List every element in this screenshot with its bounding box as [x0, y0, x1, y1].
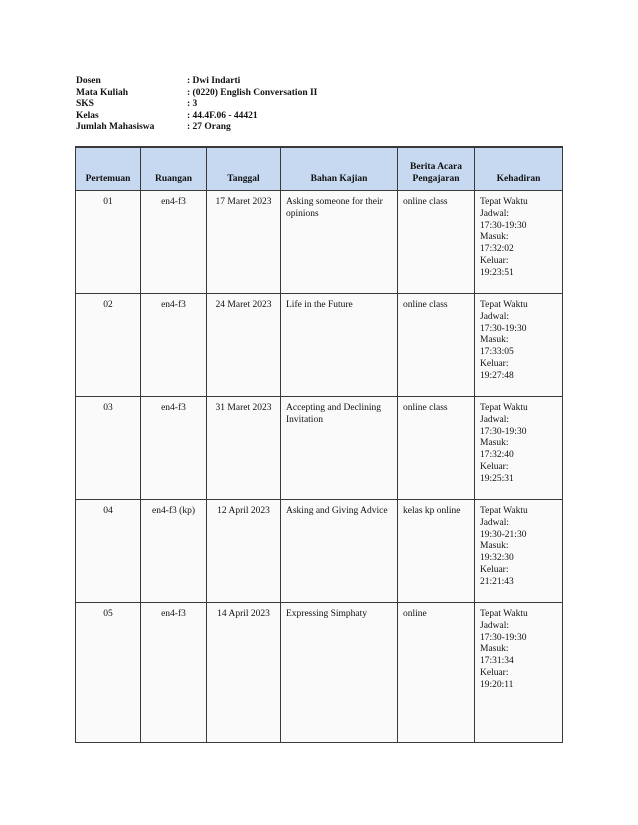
- kehadiran-keluar: 19:27:48: [480, 370, 514, 381]
- table-row: [76, 191, 563, 294]
- cell-tanggal: 31 Maret 2023: [207, 397, 281, 500]
- table-row: [76, 294, 563, 397]
- kehadiran-masuk: 17:31:34: [480, 656, 514, 667]
- kehadiran-jadwal-label: Jadwal:: [480, 311, 510, 322]
- kehadiran-keluar: 21:21:43: [480, 576, 514, 587]
- kehadiran-jadwal-label: Jadwal:: [480, 517, 510, 528]
- header-kehadiran: Kehadiran: [475, 147, 563, 191]
- kehadiran-keluar-label: Keluar:: [480, 564, 509, 575]
- info-label: Mata Kuliah: [76, 87, 128, 98]
- info-value: : (0220) English Conversation II: [187, 87, 318, 98]
- kehadiran-jadwal: 17:30-19:30: [480, 323, 527, 334]
- cell-tanggal: 14 April 2023: [207, 603, 281, 743]
- cell-kehadiran: [475, 191, 563, 294]
- cell-kehadiran: [475, 294, 563, 397]
- cell-ruangan: en4-f3: [141, 603, 207, 743]
- info-row-dosen: [76, 76, 317, 88]
- info-row-kelas: [76, 111, 317, 123]
- cell-bahan-kajian: Asking and Giving Advice: [281, 500, 398, 603]
- cell-pertemuan: 04: [76, 500, 141, 603]
- kehadiran-jadwal-label: Jadwal:: [480, 414, 510, 425]
- cell-pertemuan: 01: [76, 191, 141, 294]
- cell-kehadiran: [475, 603, 563, 743]
- cell-berita-acara: online class: [398, 294, 475, 397]
- cell-bahan-kajian: Accepting and Declining Invitation: [281, 397, 398, 500]
- cell-pertemuan: 02: [76, 294, 141, 397]
- cell-ruangan: en4-f3: [141, 397, 207, 500]
- cell-pertemuan: 03: [76, 397, 141, 500]
- kehadiran-status: Tepat Waktu: [480, 609, 528, 619]
- cell-bahan-kajian: Asking someone for their opinions: [281, 191, 398, 294]
- cell-tanggal: 12 April 2023: [207, 500, 281, 603]
- course-info: [76, 76, 317, 134]
- kehadiran-masuk: 19:32:30: [480, 553, 514, 564]
- info-label: Jumlah Mahasiswa: [76, 122, 155, 132]
- cell-kehadiran: [475, 397, 563, 500]
- info-row-sks: [76, 99, 317, 111]
- kehadiran-masuk-label: Masuk:: [480, 541, 509, 552]
- attendance-table: [75, 146, 563, 743]
- cell-berita-acara: online class: [398, 191, 475, 294]
- info-value: : Dwi Indarti: [187, 76, 241, 86]
- table-row: [76, 397, 563, 500]
- header-ruangan: Ruangan: [141, 147, 207, 191]
- cell-pertemuan: 05: [76, 603, 141, 743]
- info-value: : 3: [187, 99, 198, 109]
- kehadiran-masuk-label: Masuk:: [480, 644, 509, 655]
- info-value: : 27 Orang: [187, 122, 231, 132]
- kehadiran-jadwal: 17:30-19:30: [480, 632, 527, 643]
- info-row-jumlah-mahasiswa: [76, 122, 317, 134]
- cell-kehadiran: [475, 500, 563, 603]
- kehadiran-keluar: 19:20:11: [480, 679, 514, 690]
- kehadiran-jadwal: 17:30-19:30: [480, 220, 527, 231]
- cell-tanggal: 24 Maret 2023: [207, 294, 281, 397]
- cell-bahan-kajian: Life in the Future: [281, 294, 398, 397]
- kehadiran-masuk-label: Masuk:: [480, 335, 509, 346]
- header-tanggal: Tanggal: [207, 147, 281, 191]
- cell-tanggal: 17 Maret 2023: [207, 191, 281, 294]
- kehadiran-keluar-label: Keluar:: [480, 461, 509, 472]
- info-label: Kelas: [76, 110, 99, 121]
- kehadiran-jadwal: 19:30-21:30: [480, 529, 527, 540]
- kehadiran-jadwal-label: Jadwal:: [480, 208, 510, 219]
- cell-berita-acara: online: [398, 603, 475, 743]
- cell-berita-acara: online class: [398, 397, 475, 500]
- kehadiran-keluar-label: Keluar:: [480, 667, 509, 678]
- kehadiran-keluar-label: Keluar:: [480, 255, 509, 266]
- kehadiran-jadwal-label: Jadwal:: [480, 620, 510, 631]
- kehadiran-status: Tepat Waktu: [480, 403, 528, 413]
- kehadiran-status: Tepat Waktu: [480, 197, 528, 207]
- info-label: Dosen: [76, 76, 101, 86]
- header-bahan-kajian: Bahan Kajian: [281, 147, 398, 191]
- cell-ruangan: en4-f3: [141, 294, 207, 397]
- kehadiran-jadwal: 17:30-19:30: [480, 426, 527, 437]
- kehadiran-masuk-label: Masuk:: [480, 232, 509, 243]
- info-row-mata-kuliah: [76, 88, 317, 100]
- kehadiran-status: Tepat Waktu: [480, 300, 528, 310]
- info-label: SKS: [76, 99, 94, 109]
- table-row: [76, 603, 563, 743]
- header-pertemuan: Pertemuan: [76, 147, 141, 191]
- kehadiran-keluar: 19:25:31: [480, 473, 514, 484]
- kehadiran-keluar-label: Keluar:: [480, 358, 509, 369]
- cell-ruangan: en4-f3: [141, 191, 207, 294]
- kehadiran-masuk: 17:32:02: [480, 244, 514, 255]
- table-row: [76, 500, 563, 603]
- cell-berita-acara: kelas kp online: [398, 500, 475, 603]
- header-berita-acara: Berita Acara Pengajaran: [398, 147, 475, 191]
- table-header-row: [76, 147, 563, 191]
- cell-bahan-kajian: Expressing Simphaty: [281, 603, 398, 743]
- info-value: : 44.4F.06 - 44421: [187, 110, 258, 121]
- kehadiran-masuk: 17:33:05: [480, 347, 514, 358]
- kehadiran-keluar: 19:23:51: [480, 267, 514, 278]
- kehadiran-masuk-label: Masuk:: [480, 438, 509, 449]
- kehadiran-status: Tepat Waktu: [480, 506, 528, 516]
- kehadiran-masuk: 17:32:40: [480, 450, 514, 461]
- cell-ruangan: en4-f3 (kp): [141, 500, 207, 603]
